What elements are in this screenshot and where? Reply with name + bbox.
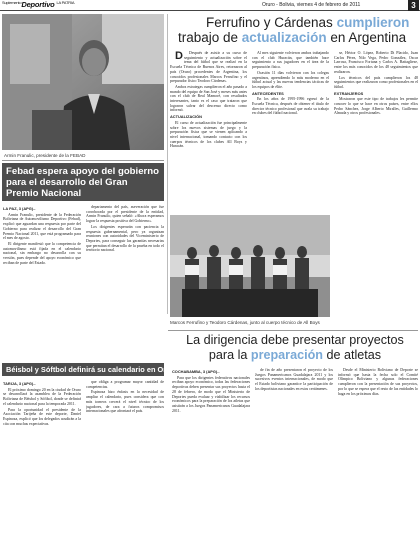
beisbol-text-col2: que obliga a programar mayor cantidad de competencias. Espinoza hizo énfasis en la necesidad de ampliar el calendario, pues considera que con más torneos crecerá el nivel técnico de los jugadores, de cara a futuros compromisos internacionales que afrontará el país. [86,380,164,414]
divider [2,160,164,161]
newspaper-logo: $^{Suplemento}$Deportivo $^{LA PATRIA}$ [2,0,75,9]
beisbol-headline: Béisbol y Sóftbol definirá su calendario en Oruro [2,363,164,376]
dirigencia-text-col2: de fin de año presentaron el proyecto de los Juegos Panamericanos Guadalajara 2011 y los sucesivos eventos internacionales, de modo que el Estado boliviano garantice la participación de los deportistas nacionales en estos certámenes. [255,368,333,391]
page-number: 3 [408,0,419,11]
ferrufino-headline: Ferrufino y Cárdenas cumplieron trabajo de actualización en Argentina [178,15,410,45]
divider [168,330,418,331]
dateline: Oruro - Bolivia, viernes 4 de febrero de 2011 [262,2,361,8]
febad-text-col1: LA PAZ, 3 (APG).- Armin Franulic, presidente de la Federación Boliviana de Automovilismo Deportivo (Febad), explicó que aguardan una respuesta por parte del Gobierno para realizar el desarrollo del Gran Premio Nacional 2011, que está programado para el mes de agosto. El dirigente manifestó que la competencia de automovilismo está fijada en el calendario nacional, sin embargo no desarrolla con su versión, pues depende del apoyo económico que reciban de parte del Estado. [3,206,81,265]
dirigencia-text-col3: Desde el Ministerio Boliviano de Deporte se informó que hasta la fecha solo el Comité Olímpico Boliviano y algunas federaciones cumplieron con la presentación de sus proyectos, por lo que se espera que el resto de las entidades lo haga en los próximos días. [338,368,418,396]
team-photo-caption: Marcos Ferrufino y Teodoro Cárdenas, junto al cuerpo técnico de All Boys [170,320,320,325]
ferrufino-text-col3: se, Héctor O. López, Roberto Di Placido, Juan Carlos Pérez, Nilo Vega, Pedro González, Oscar Larrosa, Francisco Fortuna y Carlos A. Battagliese, entre los más conocidos de los 48 seguimientos que realizaron. Los técnicos del país cumplieron los 48 seguimientos que realizaron como profesionales en el fútbol. EXTRANJEROS Mostraron que este tipo de trabajos les permite conocer lo que se hace en otros países, entre ellos Pedro Sánchez, Jorge Alberto Miralles, Guillermo Almada y otros profesionales. [334,51,418,116]
ferrufino-text-col1: D Después de asistir a su curso de seguimiento y actualización sobre el tema del fútbol que se realizó en la Escuela Técnica de Buenos Aires, retornaron al país (Oruro) procedentes de Argentina, los conocidos profesionales Marcos Ferrufino y el preparador físico Teodoro Cárdenas. Ambos estrategas cumplieron el año pasado a mando del equipo de San José y meses más antes con el club de Real Mamoré, con resultados interesantes, tanto es el caso que trataron que lograron salvar del descenso directo como informó. ACTUALIZACIÓN El curso de actualización fue principalmente sobre los nuevos sistemas de juego y la preparación física que se vienen aplicando a nivel internacional, tomando contacto con los cuerpos técnicos de los clubes All Boys y Huracán. [170,51,247,149]
dirigencia-headline: La dirigencia debe presentar proyectos para la preparación de atletas [186,333,404,362]
column-divider [167,14,168,314]
dirigencia-text-col1: COCHABAMBA, 3 (APG).- Para que los dirigentes federativos nacionales reciban apoyo económico, todas las federaciones deportivas deben presentar sus proyectos hasta el 28 de febrero, de modo que el Ministerio de Deportes pueda evaluar y viabilizar los recursos económicos para la preparación de los atletas que asistirán a los Juegos Panamericanos Guadalajara 2011. [172,369,250,413]
beisbol-text-col1: TARIJA, 3 (APG).- El próximo domingo 20 en la ciudad de Oruro se desarrollará la asamblea de la Federación Boliviana de Béisbol y Sóftbol, donde se definirá el calendario nacional para la temporada 2011. Para la oportunidad el presidente de la Asociación Tarijeña de este deporte, Daniel Espinoza, explicó que los delegados acudirán a la cita con muchas expectativas. [3,381,81,426]
franulic-photo-caption: Armin Franulic, presidente de la FEBAD [4,153,86,158]
febad-text-col2: departamento del país, aseveración que fue corroborada por el presidente de la entidad, Armin Franulic, quien señaló: «Ahora esperamos lograr la respuesta positiva del Gobierno». Los dirigentes esperarán con paciencia la respuesta gubernamental, pero ya organizan reuniones con autoridades del Viceministerio de Deportes, para conseguir las garantías necesarias que permitan el desarrollo de la prueba en todo el territorio nacional. [86,205,164,253]
ferrufino-text-col2: Al mes siguiente volvieron ambos trabajando con el club Huracán, que también hace seguimiento a sus jugadores en el área de la preparación física. Ocasión 11 días volvieron con los colegas argentinos, aprendiendo lo más moderno en el fútbol actual y las nuevas tendencias tácticas de los equipos de élite. ANTECEDENTES En los años de 1995-1996 egresó de la Escuela Técnica, después de obtener el título de director técnico profesional que avala su trabajo en clubes del fútbol nacional. [252,51,329,116]
team-photo [170,215,330,317]
febad-headline: Febad espera apoyo del gobierno para el desarrollo del Gran Premio Nacional [2,163,164,201]
franulic-photo [2,14,164,150]
